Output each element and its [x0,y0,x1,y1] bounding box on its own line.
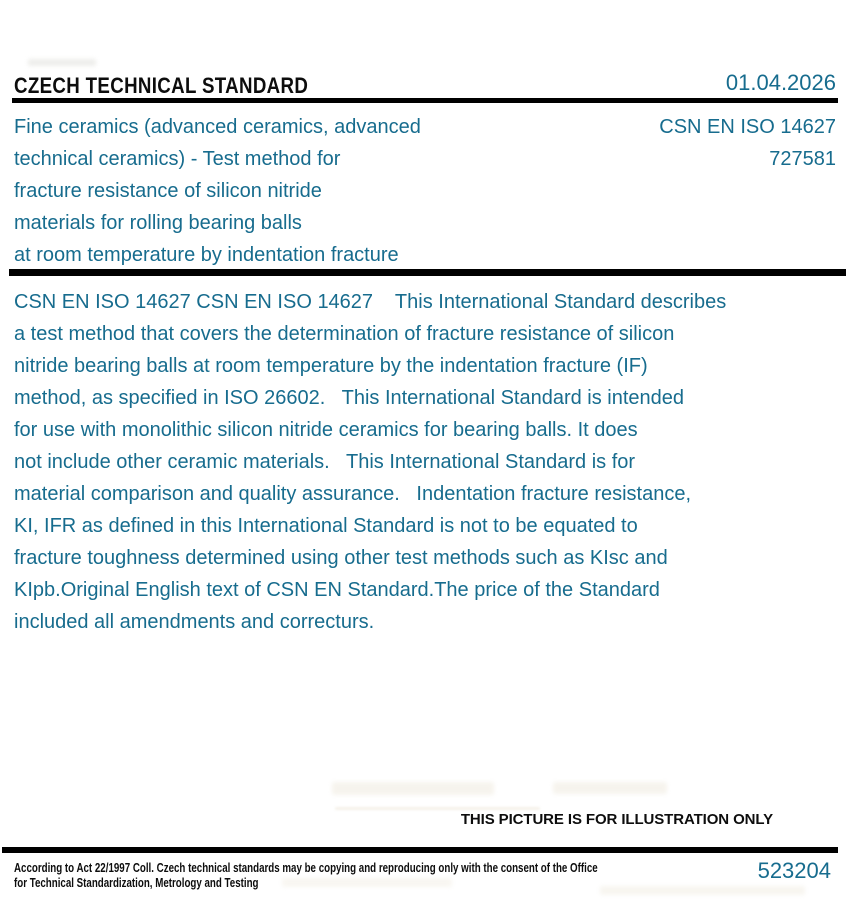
title-divider [9,269,846,276]
standard-abstract [14,286,726,638]
abstract-line: included all amendments and correcturs. [14,611,375,633]
document-numbers [659,111,836,175]
approval-date: 01.04.2026 [725,70,836,95]
abstract-line: method, as specified in ISO 26602. This International Standard is intended [14,387,685,409]
abstract-line: nitride bearing balls at room temperature by the indentation fracture (IF) [14,355,648,377]
faint-watermark [600,886,805,895]
standard-title [14,111,421,271]
copyright-notice-line: for Technical Standardization, Metrology and Testing [14,875,259,890]
faint-watermark [332,782,494,795]
standard-title-line: materials for rolling bearing balls [14,212,302,234]
abstract-line: CSN EN ISO 14627 CSN EN ISO 14627 This International Standard describes [14,291,727,313]
abstract-line: KIpb.Original English text of CSN EN Standard.The price of the Standard [14,579,660,601]
standard-title-line: at room temperature by indentation fracture [14,244,399,266]
standard-title-line: fracture resistance of silicon nitride [14,180,322,202]
abstract-line: for use with monolithic silicon nitride ceramics for bearing balls. It does [14,419,638,441]
abstract-line: fracture toughness determined using other test methods such as KIsc and [14,547,668,569]
illustration-only-note: THIS PICTURE IS FOR ILLUSTRATION ONLY [460,811,773,828]
abstract-line: not include other ceramic materials. This International Standard is for [14,451,636,473]
catalog-number: 727581 [769,148,836,170]
faint-watermark [28,59,96,66]
standard-title-line: Fine ceramics (advanced ceramics, advanced [14,116,421,138]
standard-title-line: technical ceramics) - Test method for [14,148,341,170]
copyright-notice [14,861,622,890]
abstract-line: material comparison and quality assurance. Indentation fracture resistance, [14,483,692,505]
page-title: CZECH TECHNICAL STANDARD [14,73,309,98]
footer-divider [2,847,838,853]
abstract-line: KI, IFR as defined in this International Standard is not to be equated to [14,515,638,537]
abstract-line: a test method that covers the determination of fracture resistance of silicon [14,323,675,345]
order-number: 523204 [757,858,831,883]
copyright-notice-line: According to Act 22/1997 Coll. Czech technical standards may be copying and reproducing only with the consent of the Office [14,861,598,875]
faint-watermark [335,807,540,810]
standard-number: CSN EN ISO 14627 [659,116,836,138]
faint-watermark [553,782,667,794]
masthead-divider [12,98,838,103]
